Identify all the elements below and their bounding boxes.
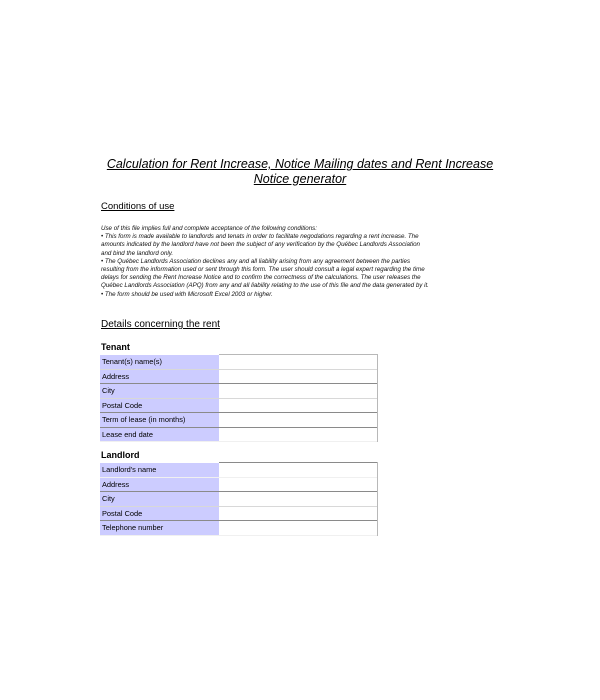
table-row	[100, 477, 378, 492]
landlord-name-field[interactable]	[219, 463, 378, 478]
conditions-bullet: • The Québec Landlords Association declines any and all liability arising from any agreement between the parties resulting from the information used or sent through this form. The user should consult a legal expert regarding the time delays for sending the Rent Increase Notice and to confirm the correctness of the calculations. The user releases the Québec Landlords Association (APQ) from any and all liability relating to the use of this file and the data generated by it.	[101, 257, 429, 290]
table-row	[100, 398, 378, 413]
tenant-postal-code-label: Postal Code	[100, 398, 219, 413]
table-row	[100, 413, 378, 428]
landlord-address-field[interactable]	[219, 477, 378, 492]
conditions-bullet: • The form should be used with Microsoft Excel 2003 or higher.	[101, 290, 273, 298]
landlord-telephone-label: Telephone number	[100, 521, 219, 536]
details-heading: Details concerning the rent	[101, 319, 220, 330]
conditions-heading: Conditions of use	[101, 201, 175, 212]
table-row	[100, 521, 378, 536]
conditions-text	[101, 225, 431, 299]
tenant-section-label: Tenant	[101, 342, 130, 352]
tenant-city-field[interactable]	[219, 384, 378, 399]
tenant-postal-code-field[interactable]	[219, 398, 378, 413]
landlord-telephone-field[interactable]	[219, 521, 378, 536]
landlord-table	[100, 462, 378, 536]
tenant-lease-end-label: Lease end date	[100, 427, 219, 442]
table-row	[100, 355, 378, 370]
landlord-postal-code-label: Postal Code	[100, 506, 219, 521]
tenant-lease-term-field[interactable]	[219, 413, 378, 428]
conditions-bullet: • This form is made available to landlords and tenats in order to facilitate negodations regarding a rent increase. The amounts indicated by the landlord have not been the subject of any verification by the Québec Landlords Association and bind the landlord only.	[101, 233, 420, 257]
tenant-table	[100, 354, 378, 442]
tenant-name-field[interactable]	[219, 355, 378, 370]
table-row	[100, 492, 378, 507]
tenant-city-label: City	[100, 384, 219, 399]
tenant-lease-end-field[interactable]	[219, 427, 378, 442]
conditions-intro: Use of this file implies full and complete acceptance of the following conditions:	[101, 225, 317, 232]
table-row	[100, 369, 378, 384]
landlord-section-label: Landlord	[101, 450, 140, 460]
table-row	[100, 427, 378, 442]
table-row	[100, 463, 378, 478]
tenant-address-field[interactable]	[219, 369, 378, 384]
landlord-name-label: Landlord's name	[100, 463, 219, 478]
table-row	[100, 384, 378, 399]
document-title: Calculation for Rent Increase, Notice Mailing dates and Rent Increase Notice generator	[106, 157, 494, 186]
landlord-address-label: Address	[100, 477, 219, 492]
landlord-postal-code-field[interactable]	[219, 506, 378, 521]
table-row	[100, 506, 378, 521]
landlord-city-field[interactable]	[219, 492, 378, 507]
tenant-address-label: Address	[100, 369, 219, 384]
tenant-lease-term-label: Term of lease (in months)	[100, 413, 219, 428]
tenant-name-label: Tenant(s) name(s)	[100, 355, 219, 370]
landlord-city-label: City	[100, 492, 219, 507]
